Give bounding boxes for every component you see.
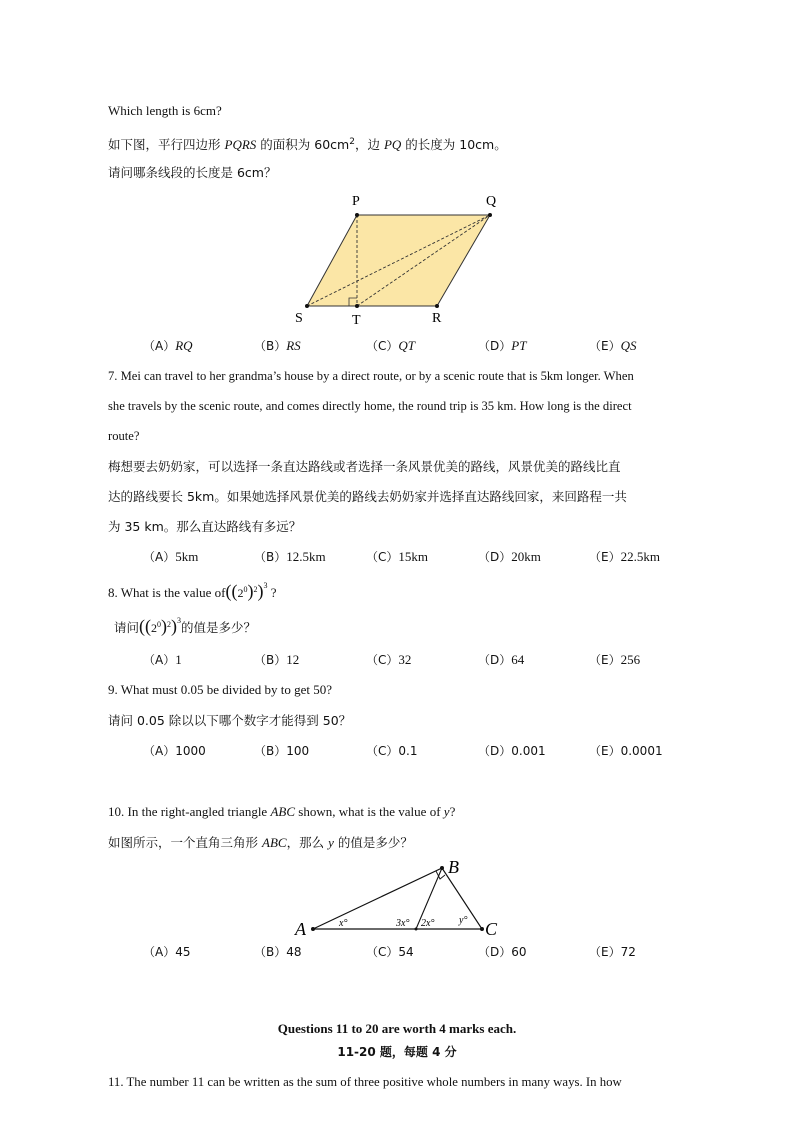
- q7-chinese-line-3: 为 35 km。那么直达路线有多远？: [108, 519, 302, 534]
- option-letter: （C）: [366, 339, 399, 353]
- option-letter: （D）: [478, 339, 512, 353]
- q6-side-name: PQ: [383, 137, 402, 153]
- label-r: R: [432, 311, 442, 326]
- label-t: T: [352, 313, 361, 328]
- option-value: 54: [398, 945, 414, 959]
- expr-base: 2: [237, 586, 244, 600]
- option-value: 12: [286, 652, 300, 667]
- q6-option-d[interactable]: [478, 337, 526, 354]
- option-value: 22.5km: [620, 549, 660, 564]
- q8-option-a[interactable]: [143, 651, 182, 668]
- q6-options: [143, 337, 703, 355]
- q9-option-b[interactable]: [254, 742, 309, 759]
- parallelogram-figure: [280, 188, 520, 330]
- expr-exp0: 0: [243, 585, 248, 594]
- label-q: Q: [486, 194, 497, 209]
- option-value: 1000: [175, 744, 206, 758]
- label-c: C: [485, 919, 498, 939]
- q6-chinese-line-1: [108, 133, 507, 154]
- q7-english-line-1: 7. Mei can travel to her grandma’s house by a direct route, or by a scenic route that is 5km longer. When: [108, 369, 634, 383]
- option-letter: （E）: [589, 550, 621, 564]
- option-value: 48: [286, 945, 302, 959]
- option-letter: （E）: [589, 339, 621, 353]
- q8-options: [143, 651, 703, 669]
- q10-option-b[interactable]: [254, 943, 302, 960]
- section-heading-chinese: 11-20 题，每题 4 分: [337, 1045, 457, 1059]
- angle-label-3x: 3x°: [396, 918, 410, 929]
- q10-cn-triangle: ABC: [262, 835, 287, 850]
- q6-option-e[interactable]: [589, 337, 636, 354]
- q7-english-line-3: route?: [108, 429, 140, 443]
- label-s: S: [295, 311, 303, 326]
- point-p: [355, 213, 359, 217]
- option-letter: （C）: [366, 653, 399, 667]
- triangle-figure: [288, 852, 514, 942]
- option-letter: （E）: [589, 653, 621, 667]
- angle-label-y: y°: [459, 915, 468, 926]
- q10-cn-variable: y: [328, 835, 334, 850]
- q7-option-a[interactable]: [143, 548, 198, 565]
- option-value: 1: [175, 652, 182, 667]
- q8-option-e[interactable]: [589, 651, 640, 668]
- expr-exp1: 2: [167, 620, 172, 629]
- q9-option-d[interactable]: [478, 742, 546, 759]
- q7-chinese-line-2: 达的路线要长 5km。如果她选择风景优美的路线去奶奶家并选择直达路线回家，来回路程一共: [108, 489, 627, 504]
- q10-en-text-c: ?: [449, 804, 456, 819]
- option-letter: （B）: [254, 339, 287, 353]
- option-letter: （A）: [143, 653, 176, 667]
- q10-en-triangle: ABC: [270, 804, 296, 819]
- q10-en-text-a: 10. In the right-angled triangle: [108, 804, 268, 819]
- q8-expression-cn: $((2^0)^2)^3$: [139, 616, 182, 636]
- section-heading-english: Questions 11 to 20 are worth 4 marks each.: [277, 1021, 517, 1036]
- option-value: 60: [511, 945, 527, 959]
- point-t: [355, 304, 359, 308]
- option-value: 15km: [398, 549, 429, 564]
- option-letter: （D）: [478, 744, 512, 758]
- option-value: 0.0001: [620, 744, 663, 758]
- option-value: 5km: [175, 549, 199, 564]
- q9-english-text: 9. What must 0.05 be divided by to get 50?: [108, 682, 332, 697]
- q10-options: [143, 943, 703, 961]
- q10-option-d[interactable]: [478, 943, 527, 960]
- option-value: 64: [511, 652, 525, 667]
- q8-english-line: [108, 581, 276, 602]
- q8-question-mark: ?: [270, 585, 277, 600]
- q8-chinese-text: 请问: [114, 620, 140, 635]
- option-letter: （C）: [366, 744, 399, 758]
- option-value: 100: [286, 744, 310, 758]
- option-letter: （D）: [478, 653, 512, 667]
- point-foot: [415, 928, 418, 931]
- q10-en-variable: y: [443, 804, 450, 819]
- option-letter: （D）: [478, 945, 512, 959]
- q9-option-a[interactable]: [143, 742, 206, 759]
- label-a: A: [295, 919, 306, 939]
- option-letter: （A）: [143, 744, 176, 758]
- q9-chinese-text: 请问 0.05 除以以下哪个数字才能得到 50？: [108, 713, 352, 728]
- q10-cn-text-c: 的值是多少？: [337, 835, 413, 850]
- option-value: 12.5km: [286, 549, 326, 564]
- q7-option-d[interactable]: [478, 548, 541, 565]
- q10-option-e[interactable]: [589, 943, 636, 960]
- point-c: [480, 927, 484, 931]
- q8-chinese-line: [114, 616, 256, 637]
- option-value: 256: [620, 652, 641, 667]
- option-value: 45: [175, 945, 191, 959]
- expr-exp2: 3: [263, 581, 268, 590]
- q11-english-line-1: 11. The number 11 can be written as the sum of three positive whole numbers in many ways. In how: [108, 1075, 622, 1089]
- q7-chinese-line-1: 梅想要去奶奶家，可以选择一条直达路线或者选择一条风景优美的路线，风景优美的路线比直: [108, 459, 621, 474]
- label-p: P: [352, 194, 360, 209]
- q8-expression: $((2^0)^2)^3$: [225, 581, 268, 601]
- q6-cn-text-a: 如下图，平行四边形: [108, 137, 221, 153]
- q10-chinese-line: [108, 834, 413, 852]
- option-letter: （A）: [143, 550, 176, 564]
- q7-option-b[interactable]: [254, 548, 326, 565]
- point-q: [488, 213, 492, 217]
- q6-option-c[interactable]: [366, 337, 415, 354]
- option-value: RS: [286, 338, 301, 353]
- q6-option-b[interactable]: [254, 337, 301, 354]
- option-letter: （B）: [254, 550, 287, 564]
- q6-shape-name: PQRS: [224, 137, 257, 153]
- q8-option-d[interactable]: [478, 651, 524, 668]
- angle-label-x: x°: [339, 918, 348, 929]
- q6-cn-text-c: ，边: [354, 137, 380, 153]
- q7-english-line-2: she travels by the scenic route, and comes directly home, the round trip is 35 km. How long is the direct: [108, 399, 632, 413]
- option-letter: （B）: [254, 744, 287, 758]
- expr-exp2: 3: [177, 616, 182, 625]
- angle-label-2x: 2x°: [421, 918, 435, 929]
- option-letter: （E）: [589, 744, 621, 758]
- q10-option-a[interactable]: [143, 943, 191, 960]
- option-letter: （A）: [143, 945, 176, 959]
- option-letter: （D）: [478, 550, 512, 564]
- point-b: [440, 866, 444, 870]
- q8-chinese-text-after: 的值是多少？: [181, 620, 257, 635]
- q10-english-line: [108, 803, 455, 821]
- q10-en-text-b: shown, what is the value of: [298, 804, 441, 819]
- option-value: 72: [620, 945, 636, 959]
- option-value: QS: [620, 338, 637, 353]
- q9-options: [143, 742, 703, 760]
- option-value: QT: [398, 338, 416, 353]
- option-value: 32: [398, 652, 412, 667]
- expr-exp0: 0: [157, 620, 162, 629]
- q7-option-c[interactable]: [366, 548, 428, 565]
- option-letter: （C）: [366, 550, 399, 564]
- q8-option-c[interactable]: [366, 651, 411, 668]
- option-value: RQ: [175, 338, 193, 353]
- point-s: [305, 304, 309, 308]
- q6-cn-text-b: 的面积为 60cm: [260, 137, 350, 153]
- option-value: 20km: [511, 549, 541, 564]
- q10-option-c[interactable]: [366, 943, 414, 960]
- q7-options: [143, 548, 703, 566]
- q6-chinese-line-2: 请问哪条线段的长度是 6cm？: [108, 165, 277, 180]
- option-letter: （A）: [143, 339, 176, 353]
- option-letter: （E）: [589, 945, 621, 959]
- label-b: B: [448, 857, 459, 877]
- q6-cn-text-d: 的长度为 10cm。: [405, 137, 507, 153]
- option-letter: （B）: [254, 653, 287, 667]
- q8-english-text: 8. What is the value of: [108, 585, 226, 600]
- q9-option-c[interactable]: [366, 742, 417, 759]
- q9-option-e[interactable]: [589, 742, 663, 759]
- option-letter: （B）: [254, 945, 287, 959]
- q7-option-e[interactable]: [589, 548, 660, 565]
- point-r: [435, 304, 439, 308]
- q6-cn-superscript: 2: [349, 137, 355, 147]
- option-value: 0.1: [398, 744, 418, 758]
- q6-option-a[interactable]: [143, 337, 193, 354]
- expr-exp1: 2: [253, 585, 258, 594]
- q10-cn-text-a: 如图所示，一个直角三角形: [108, 835, 259, 850]
- q10-cn-text-b: ，那么: [286, 835, 325, 850]
- option-letter: （C）: [366, 945, 399, 959]
- expr-base: 2: [151, 621, 158, 635]
- option-value: PT: [511, 338, 527, 353]
- point-a: [311, 927, 315, 931]
- q8-option-b[interactable]: [254, 651, 299, 668]
- q6-english-text: Which length is 6cm?: [108, 103, 222, 118]
- option-value: 0.001: [511, 744, 546, 758]
